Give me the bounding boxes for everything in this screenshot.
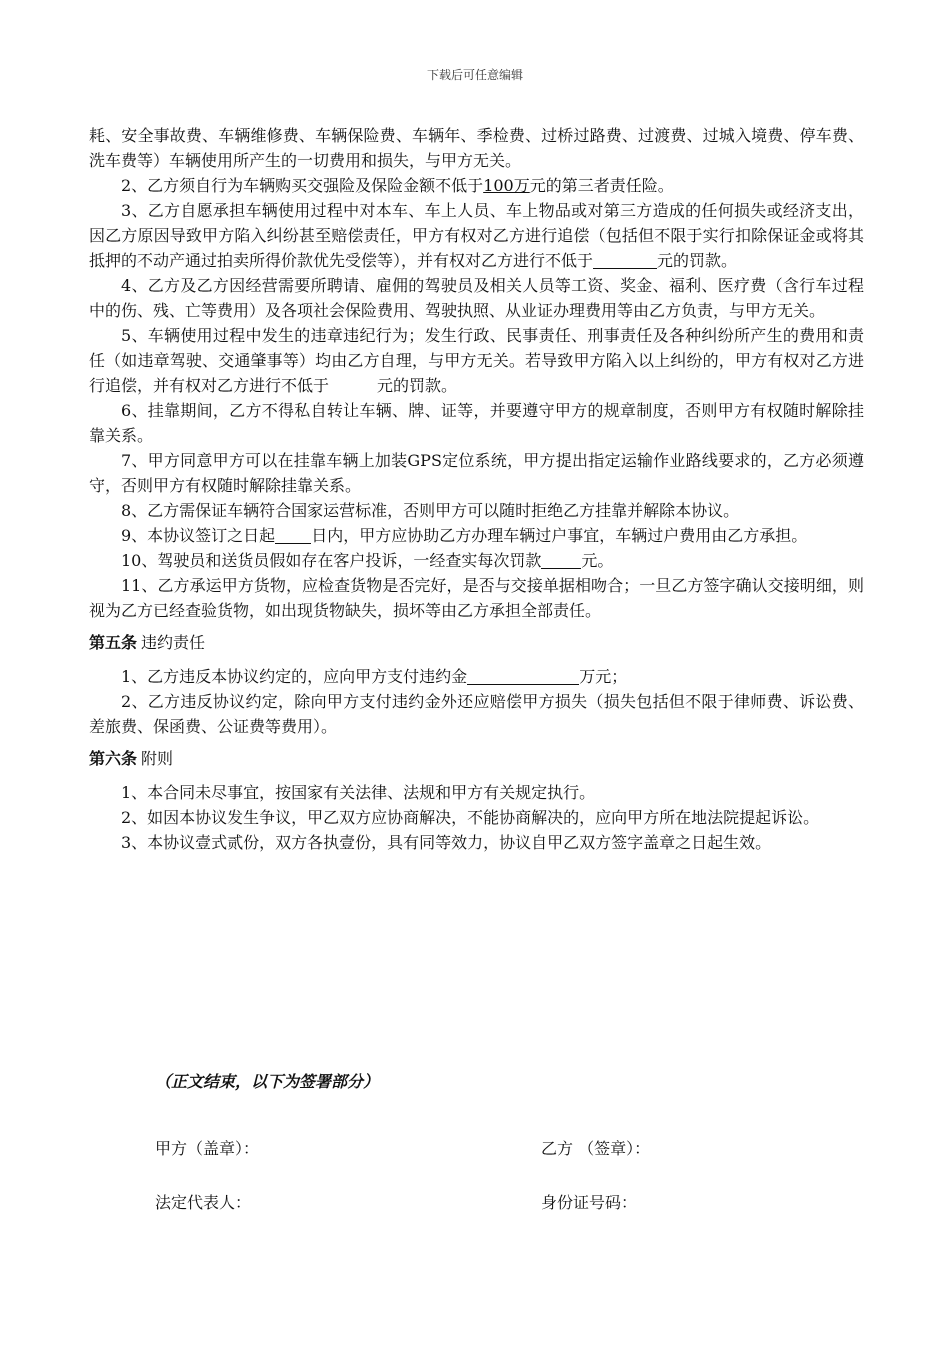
penalty-blank [541,551,581,569]
clause-3 [89,198,864,273]
clause-5-end: 元的罚款。 [377,376,458,395]
clause-5 [89,323,864,398]
section-6-item-3: 3、本协议壹式贰份，双方各执壹份，具有同等效力，协议自甲乙双方签字盖章之日起生效。 [121,833,772,852]
s5-item-1-end: 万元； [579,667,628,686]
contract-body [89,123,864,855]
section-6-label: 第六条 [89,749,138,768]
section-5-title: 违约责任 [141,633,206,652]
section-6-item-2: 2、如因本协议发生争议，甲乙双方应协商解决，不能协商解决的，应向甲方所在地法院提起诉讼。 [121,808,820,827]
days-blank [275,526,311,544]
clause-10 [89,548,864,573]
clause-3-text: 3、乙方自愿承担车辆使用过程中对本车、车上人员、车上物品或对第三方造成的任何损失或经济支出，因乙方原因导致甲方陷入纠纷甚至赔偿责任，甲方有权对乙方进行追偿（包括但不限于实行扣除保证金或将其抵押的不动产通过拍卖所得价款优先受偿等），并有权对乙方进行不低于 [89,201,864,270]
clause-11: 11、乙方承运甲方货物，应检查货物是否完好，是否与交接单据相吻合；一旦乙方签字确认交接明细，则视为乙方已经查验货物，如出现货物缺失，损坏等由乙方承担全部责任。 [89,576,864,620]
fine-blank-3 [593,251,657,269]
clause-9-end: 日内，甲方应协助乙方办理车辆过户事宜，车辆过户费用由乙方承担。 [311,526,808,545]
clause-9-text: 9、本协议签订之日起 [121,526,276,545]
clause-7: 7、甲方同意甲方可以在挂靠车辆上加装GPS定位系统，甲方提出指定运输作业路线要求的，乙方必须遵守，否则甲方有权随时解除挂靠关系。 [89,451,864,495]
page-header: 下载后可任意编辑 [426,68,523,82]
clause-5-text: 5、车辆使用过程中发生的违章违纪行为；发生行政、民事责任、刑事责任及各种纠纷所产生的费用和责任（如违章驾驶、交通肇事等）均由乙方自理，与甲方无关。若导致甲方陷入以上纠纷的，甲方有权对乙方进行追偿，并有权对乙方进行不低于 [89,326,864,395]
end-of-text-note: （正文结束，以下为签署部分） [155,1072,380,1091]
section-5-label: 第五条 [89,633,138,652]
clause-2-text: 2、乙方须自行为车辆购买交强险及保险金额不低于 [121,176,484,195]
clause-4: 4、乙方及乙方因经营需要所聘请、雇佣的驾驶员及相关人员等工资、奖金、福利、医疗费（含行车过程中的伤、残、亡等费用）及各项社会保险费用、驾驶执照、从业证办理费用等由乙方负责，与甲方无关。 [89,276,864,320]
s5-item-1-text: 1、乙方违反本协议约定的，应向甲方支付违约金 [121,667,468,686]
clause-10-end: 元。 [581,551,614,570]
section-5-item-2: 2、乙方违反协议约定，除向甲方支付违约金外还应赔偿甲方损失（损失包括但不限于律师费、诉讼费、差旅费、保函费、公证费等费用）。 [89,692,864,736]
id-number-label: 身份证号码： [541,1193,638,1212]
section-5-item-1 [89,664,864,689]
legal-representative-label: 法定代表人： [155,1193,252,1212]
insurance-amount: 100万 [483,176,530,195]
clause-2 [89,173,864,198]
clause-9 [89,523,864,548]
paragraph-continued: 耗、安全事故费、车辆维修费、车辆保险费、车辆年、季检费、过桥过路费、过渡费、过城入境费、停车费、洗车费等）车辆使用所产生的一切费用和损失，与甲方无关。 [89,126,864,170]
clause-6: 6、挂靠期间，乙方不得私自转让车辆、牌、证等，并要遵守甲方的规章制度，否则甲方有权随时解除挂靠关系。 [89,401,864,445]
party-b-sign-label: 乙方 （签章）： [541,1139,651,1158]
section-6-title: 附则 [141,749,174,768]
clause-3-end: 元的罚款。 [657,251,738,270]
section-6-item-1: 1、本合同未尽事宜，按国家有关法律、法规和甲方有关规定执行。 [121,783,596,802]
section-5-heading [89,630,864,655]
penalty-amount-blank [467,667,579,685]
clause-8: 8、乙方需保证车辆符合国家运营标准，否则甲方可以随时拒绝乙方挂靠并解除本协议。 [121,501,740,520]
section-6-heading [89,746,864,771]
party-a-seal-label: 甲方（盖章）： [155,1139,260,1158]
clause-2-end: 元的第三者责任险。 [529,176,674,195]
clause-10-text: 10、驾驶员和送货员假如存在客户投诉，一经查实每次罚款 [121,551,542,570]
